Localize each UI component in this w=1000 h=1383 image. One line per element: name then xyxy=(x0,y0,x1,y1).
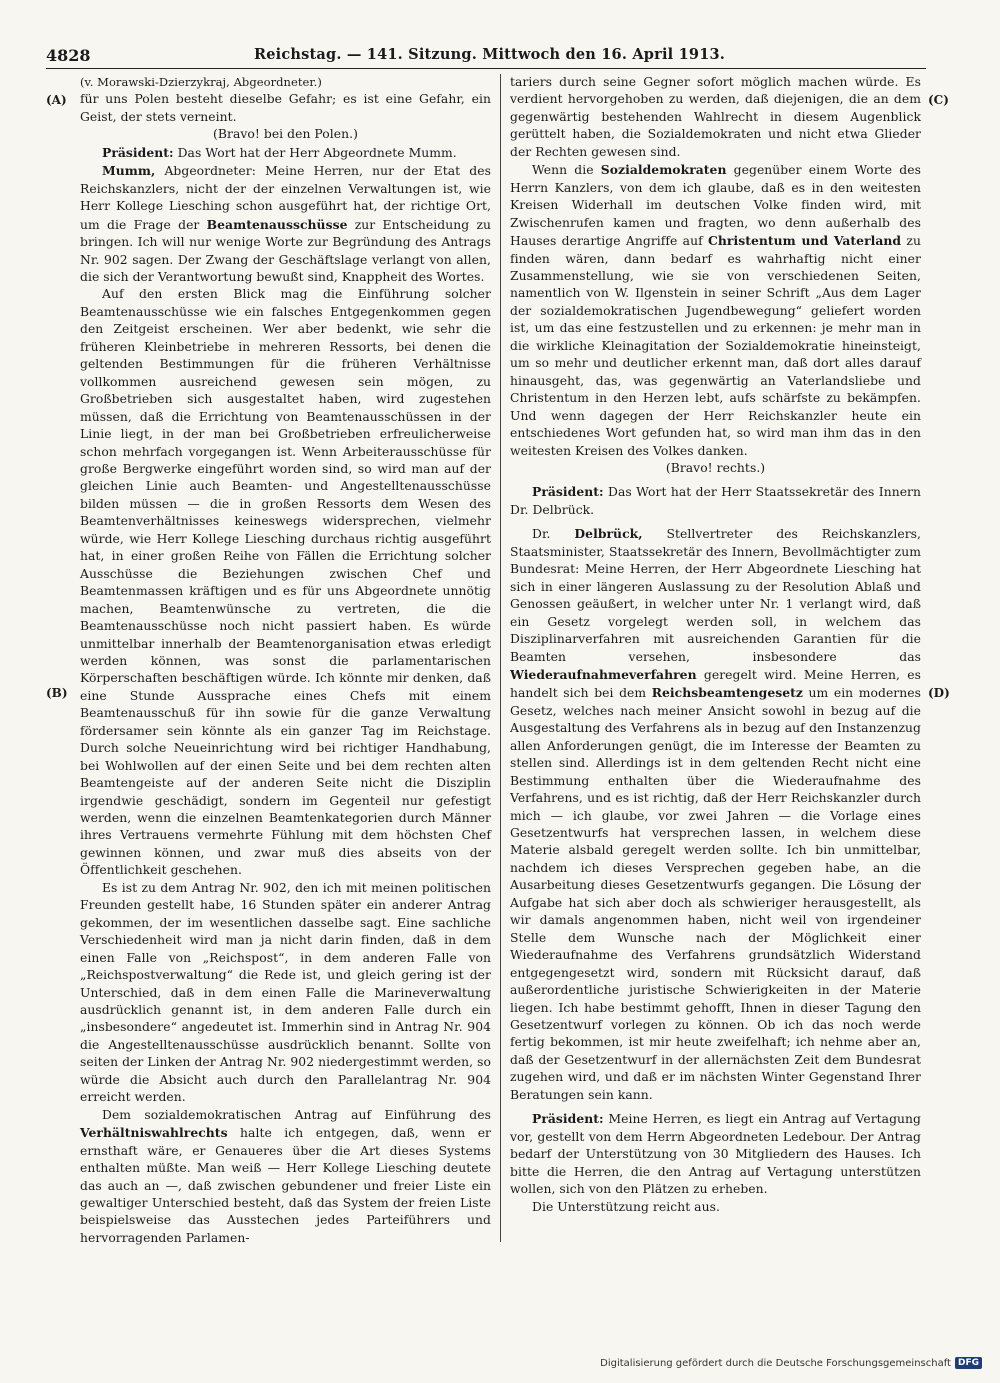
paragraph: Präsident: Meine Herren, es liegt ein Antrag auf Vertagung vor, gestellt von dem Herrn Abgeordneten Ledebour. Der Antrag bedarf der Unterstützung von 30 Mitgliedern des Hauses. Ich bitte die Herren, die den Antrag auf Vertagung unterstützen wollen, sich von den Plätzen zu erheben. xyxy=(510,1111,921,1197)
paragraph: tariers durch seine Gegner sofort möglich machen würde. Es verdient hervorgehoben zu werden, daß diejenigen, die an dem gegenwärtig bestehenden Wahlrecht in diesem Augenblick gerüttelt haben, die Sozialdemokraten und nicht etwa Glieder der Rechten gewesen sind. xyxy=(510,75,921,159)
paragraph: Wenn die Sozialdemokraten gegenüber einem Worte des Herrn Kanzlers, von dem ich glaube, daß es in den weitesten Kreisen Widerhall im deutschen Volke finden wird, mit Zwischenrufen kamen und fragten, wo denn außerhalb des Hauses derartige Angriffe auf Christentum und Vaterland zu finden wären, dann bedarf es wahrhaftig nicht einer Zusammenstellung, wie sie von verschiedenen Seiten, namentlich von W. Ilgenstein in seiner Schrift „Aus dem Lager der sozialdemokratischen Jugendbewegung“ geliefert worden ist, um das eine festzustellen und zu erkennen: je mehr man in die wirkliche Kleinagitation der Sozialdemokratie hineinsteigt, um so mehr und deutlicher erkennt man, daß dort alles darauf hinausgeht, das, was gegenwärtig an Vaterlandsliebe und Christentum in den Herzen lebt, aufs schärfste zu bekämpfen. Und wenn dagegen der Herr Reichskanzler heute ein entschiedenes Wort gefunden hat, so wird man ihm das in den weitesten Kreisen des Volkes danken. xyxy=(510,162,921,458)
paragraph: Präsident: Das Wort hat der Herr Abgeordnete Mumm. xyxy=(102,144,457,160)
page-header xyxy=(46,42,926,69)
speaker-name: Mumm, xyxy=(102,163,156,179)
paragraph: Dem sozialdemokratischen Antrag auf Einführung des Verhältniswahlrechts halte ich entgegen, daß, wenn er ernsthaft wäre, er Genaueres über die Art dieses Systems enthalten müßte. Man weiß — Herr Kollege Liesching deutete das auch an —, daß zwischen gebundener und freier Liste ein gewaltiger Unterschied besteht, daß das System der freien Liste beispielsweise das Ausstechen jedes Parteiführers und hervorragenden Parlamen- xyxy=(80,1107,491,1245)
paragraph: Auf den ersten Blick mag die Einführung solcher Beamtenausschüsse wie ein falsches Entgegenkommen gegen den Zeitgeist erscheinen. Wer aber bedenkt, wie sehr die früheren Kleinbetriebe in mehreren Ressorts, bei denen die geltenden Bestimmungen für die früheren Verhältnisse vollkommen ausreichend gewesen sein mögen, zu Großbetrieben sich ausgestaltet haben, wird zugestehen müssen, daß die Errichtung von Beamtenausschüssen in der Linie liegt, in der man bei Großbetrieben erfreulicherweise schon mehrfach vorgegangen ist. Wenn Arbeiterausschüsse für große Bergwerke eingeführt worden sind, so wird man auf der gleichen Linie auch Beamten- und Angestelltenausschüsse bilden müssen — die in großen Ressorts dem Wesen des Beamtenverhältnisses keineswegs widersprechen, vielmehr würde, wie Herr Kollege Liesching durchaus richtig ausgeführt hat, in einer großen Reihe von Fällen die Errichtung solcher Ausschüsse die Beziehungen zwischen Chef und Beamtenmassen kräftigen und es für uns Abgeordnete unnötig machen, Beamtenwünsche zu vertreten, die die Beamtenausschüsse noch nicht passiert haben. Es würde unmittelbar innerhalb der Beamtenorganisation etwas erledigt werden können, was sonst die parlamentarischen Körperschaften beschäftigen würde. Ich könnte mir denken, daß eine Stunde Aussprache eines Chefs mit einem Beamtenausschuß für ihn sowie für die ganze Verwaltung fördersamer sein könnte als ein ganzer Tag im Reichstage. Durch solche Neueinrichtung wird bei richtiger Handhabung, bei Wohlwollen auf der einen Seite und bei dem rechten alten Beamtengeiste auf der anderen Seite nicht die Disziplin irgendwie geschädigt, sondern im Gegenteil nur gefestigt werden, wenn die einzelnen Beamtenkategorien durch Männer ihres Vertrauens vermehrte Fühlung mit dem höchsten Chef gewinnen können, und zwar muß dies abseits von der Öffentlichkeit geschehen. xyxy=(80,287,491,878)
paragraph: Dr. Delbrück, Stellvertreter des Reichskanzlers, Staatsminister, Staatssekretär des Innern, Bevollmächtigter zum Bundesrat: Meine Herren, der Herr Abgeordnete Liesching hat sich in einer längeren Auslassung zu der Resolution Ablaß und Genossen geäußert, in welcher unter Nr. 1 verlangt wird, daß ein Gesetz vorgelegt werden soll, in welchem das Disziplinarverfahren mit ausreichenden Garantien für die Beamten versehen, insbesondere das Wiederaufnahmeverfahren geregelt wird. Meine Herren, es handelt sich bei dem Reichsbeamtengesetz um ein modernes Gesetz, welches nach meiner Ansicht sowohl in bezug auf die Ausgestaltung des Verfahrens als in bezug auf den Instanzenzug allen Anforderungen genügt, die im Interesse der Beamten zu stellen sind. Allerdings ist in dem geltenden Recht nicht eine Bestimmung enthalten über die Wiederaufnahme des Verfahrens, und es ist richtig, daß der Herr Reichskanzler durch mich — ich glaube, vor zwei Jahren — die Vorlage eines Gesetzentwurfs hat versprechen lassen, in welchem diese Materie alsbald geregelt werden sollte. Ich bin unmittelbar, nachdem ich dieses Versprechen gegeben habe, an die Ausarbeitung dieses Gesetzentwurfs gegangen. Die Lösung der Aufgabe hat sich aber doch als schwieriger herausgestellt, als wir damals angenommen haben, nicht weil von irgendeiner Stelle dem Wunsche nach der Möglichkeit einer Wiederaufnahme des Verfahrens grundsätzlich Widerstand entgegengesetzt wird, sondern mit Rücksicht darauf, daß außerordentliche juristische Schwierigkeiten in der Materie liegen. Ich habe bestimmt gehofft, Ihnen in dieser Tagung den Gesetzentwurf vorlegen zu können. Ob ich das noch werde fertig bekommen, ist mir heute zweifelhaft; ich nehme aber an, daß der Gesetzentwurf in der allernächsten Zeit dem Bundesrat zugehen wird, und daß er im nächsten Winter Gegenstand Ihrer Beratungen sein kann. xyxy=(510,526,921,1102)
margin-marker-c: (C) xyxy=(928,93,949,107)
digitization-credit xyxy=(600,1357,982,1369)
page-title: Reichstag. — 141. Sitzung. Mittwoch den 16. April 1913. xyxy=(254,46,726,63)
paragraph: für uns Polen besteht dieselbe Gefahr; es ist eine Gefahr, ein Geist, der stets verneint. xyxy=(80,92,491,124)
margin-marker-b: (B) xyxy=(46,686,68,700)
paragraph: Präsident: Das Wort hat der Herr Staatssekretär des Innern Dr. Delbrück. xyxy=(510,484,921,517)
page-number: 4828 xyxy=(46,46,91,65)
interjection: (Bravo! rechts.) xyxy=(665,460,766,475)
emphasis: Christentum und Vaterland xyxy=(708,233,902,249)
speaker-label: Präsident: xyxy=(532,1111,604,1127)
right-column xyxy=(510,74,921,1216)
dfg-logo: DFG xyxy=(955,1357,982,1369)
paragraph: Die Unterstützung reicht aus. xyxy=(532,1199,720,1214)
emphasis: Reichsbeamtengesetz xyxy=(651,685,803,701)
speaker-name: Delbrück, xyxy=(574,526,643,542)
paragraph: Mumm, Abgeordneter: Meine Herren, nur der Etat des Reichskanzlers, nicht der der einzelnen Verwaltungen ist, wie Herr Kollege Liesching schon ausgeführt hat, der richtige Ort, um die Frage der Beamtenausschüsse zur Entscheidung zu bringen. Ich will nur wenige Worte zur Begründung des Antrags Nr. 902 sagen. Der Zwang der Geschäftslage verlangt von allen, die sich der Verantwortung bewußt sind, Knappheit des Wortes. xyxy=(80,163,492,284)
speaker-label: Präsident: xyxy=(532,484,604,500)
emphasis: Sozialdemokraten xyxy=(600,162,727,178)
paragraph: Es ist zu dem Antrag Nr. 902, den ich mit meinen politischen Freunden gestellt habe, 16 Stunden später ein anderer Antrag gekommen, der im wesentlichen dasselbe sagt. Eine sachliche Verschiedenheit wird man ja nicht darin finden, daß in dem einen Falle von „Reichspost“, in dem anderen Falle von „Reichspostverwaltung“ die Rede ist, und gleich gering ist der Unterschied, daß in dem einen Falle die Marineverwaltung ausdrücklich genannt ist, in dem anderen Falle durch ein „insbesondere“ angedeutet ist. Immerhin sind in Antrag Nr. 904 die Angestelltenausschüsse ausdrücklich benannt. Sollte von seiten der Linken der Antrag Nr. 902 niedergestimmt werden, so würde die Absicht auch durch den Parallelantrag Nr. 904 erreicht werden. xyxy=(80,880,491,1105)
left-column xyxy=(80,74,491,1247)
column-divider xyxy=(500,74,501,1242)
emphasis: Wiederaufnahmeverfahren xyxy=(510,666,697,682)
speaker-line: (v. Morawski-Dzierzykraj, Abgeordneter.) xyxy=(80,75,322,89)
credit-text: Digitalisierung gefördert durch die Deutsche Forschungsgemeinschaft xyxy=(600,1357,951,1369)
emphasis: Verhältniswahlrechts xyxy=(80,1125,228,1141)
interjection: (Bravo! bei den Polen.) xyxy=(213,127,358,142)
margin-marker-a: (A) xyxy=(46,93,67,107)
speaker-label: Präsident: xyxy=(102,144,174,160)
margin-marker-d: (D) xyxy=(928,686,950,700)
emphasis: Beamtenausschüsse xyxy=(206,216,348,232)
